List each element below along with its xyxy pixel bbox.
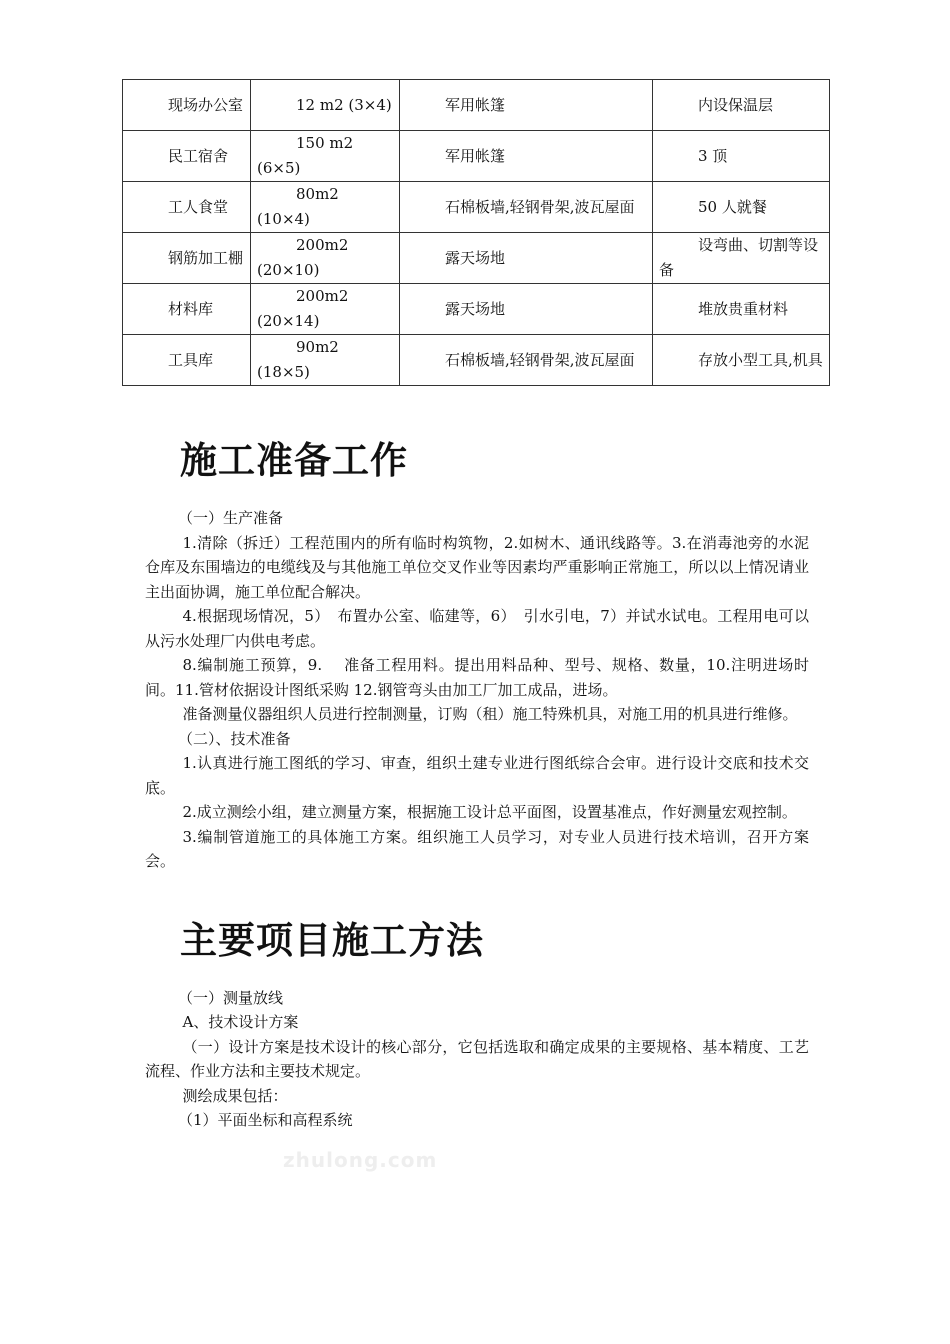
facility-name: 民工宿舍: [123, 131, 251, 182]
paragraph: 准备测量仪器组织人员进行控制测量，订购（租）施工特殊机具，对施工用的机具进行维修。: [182, 705, 798, 723]
paragraph: （一）设计方案是技术设计的核心部分，它包括选取和确定成果的主要规格、基本精度、工艺流程、作业方法和主要技术规定。: [145, 1037, 809, 1080]
subheading-survey: （一）测量放线: [178, 988, 284, 1007]
facility-name: 工人食堂: [123, 182, 251, 233]
subheading-coordinate-system: （1）平面坐标和高程系统: [178, 1111, 353, 1129]
section-heading-preparation: 施工准备工作: [180, 439, 408, 482]
facility-structure: 军用帐篷: [400, 80, 653, 131]
document-body: [145, 430, 809, 1133]
facility-note: 存放小型工具,机具: [653, 335, 830, 386]
facility-note: 堆放贵重材料: [653, 284, 830, 335]
paragraph: 4.根据现场情况，5） 布置办公室、临建等，6） 引水引电，7）并试水试电。工程用电可以从污水处理厂内供电考虑。: [145, 607, 809, 650]
facility-name: 材料库: [123, 284, 251, 335]
subheading-technical-prep: （二）、技术准备: [178, 729, 291, 748]
facility-note: 内设保温层: [653, 80, 830, 131]
facility-name: 工具库: [123, 335, 251, 386]
facility-structure: 石棉板墙,轻钢骨架,波瓦屋面: [400, 182, 653, 233]
facility-area: 200m2 (20×14): [251, 284, 400, 335]
facility-structure: 露天场地: [400, 284, 653, 335]
table-row: [123, 80, 830, 131]
table-row: [123, 335, 830, 386]
watermark: zhulong.com: [283, 1148, 438, 1172]
paragraph: 1.清除（拆迁）工程范围内的所有临时构筑物，2.如树木、通讯线路等。3.在消毒池旁的水泥仓库及东围墙边的电缆线及与其他施工单位交叉作业等因素均严重影响正常施工，所以以上情况请业主出面协调，施工单位配合解决。: [145, 533, 809, 601]
facility-name: 现场办公室: [123, 80, 251, 131]
facility-structure: 露天场地: [400, 233, 653, 284]
facility-area: 150 m2 (6×5): [251, 131, 400, 182]
facility-area: 200m2 (20×10): [251, 233, 400, 284]
subheading-production-prep: （一）生产准备: [178, 509, 284, 527]
facility-area: 12 m2 (3×4): [251, 80, 400, 131]
facility-structure: 军用帐篷: [400, 131, 653, 182]
facility-name: 钢筋加工棚: [123, 233, 251, 284]
table-row: [123, 284, 830, 335]
subheading-design-plan: A、技术设计方案: [182, 1013, 299, 1031]
paragraph: 3.编制管道施工的具体施工方案。组织施工人员学习，对专业人员进行技术培训，召开方案会。: [145, 827, 809, 870]
facility-note: 3 顶: [653, 131, 830, 182]
facility-area: 80m2 (10×4): [251, 182, 400, 233]
facility-structure: 石棉板墙,轻钢骨架,波瓦屋面: [400, 335, 653, 386]
paragraph: 8.编制施工预算，9. 准备工程用料。提出用料品种、型号、规格、数量，10.注明进场时间。11.管材依据设计图纸采购 12.钢管弯头由加工厂加工成品，进场。: [145, 656, 809, 699]
facilities-table: [122, 79, 830, 386]
facility-area: 90m2 (18×5): [251, 335, 400, 386]
table-row: [123, 131, 830, 182]
facility-note: 50 人就餐: [653, 182, 830, 233]
section-heading-methods: 主要项目施工方法: [180, 918, 484, 962]
paragraph: 1.认真进行施工图纸的学习、审查，组织土建专业进行图纸综合会审。进行设计交底和技术交底。: [145, 754, 809, 797]
paragraph: 2.成立测绘小组，建立测量方案，根据施工设计总平面图，设置基准点，作好测量宏观控制。: [182, 803, 797, 821]
table-row: [123, 182, 830, 233]
paragraph: 测绘成果包括：: [182, 1086, 288, 1105]
table-row: [123, 233, 830, 284]
facility-note: 设弯曲、切割等设备: [653, 233, 830, 284]
